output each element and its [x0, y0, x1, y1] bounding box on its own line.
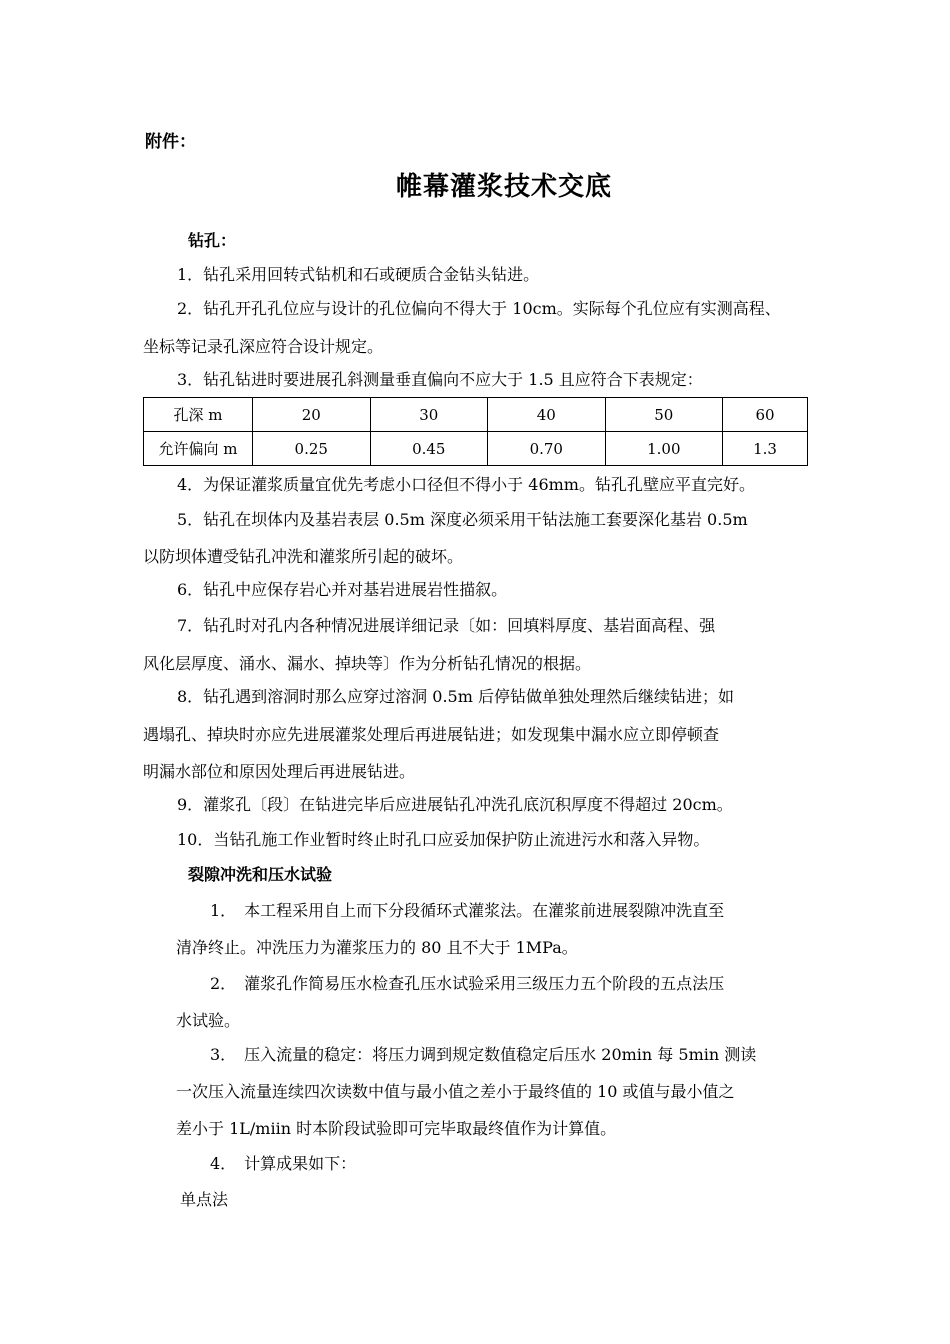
table-row: [144, 432, 808, 466]
paragraph-line: 2． 灌浆孔作简易压水检查孔压水试验采用三级压力五个阶段的五点法压: [210, 974, 725, 993]
section-heading-drilling: 钻孔：: [188, 231, 237, 250]
table-cell: 30: [370, 398, 488, 432]
table-cell: 0.70: [488, 432, 606, 466]
table-cell: 0.45: [370, 432, 488, 466]
attachment-label: 附件：: [145, 132, 196, 152]
table-cell: 0.25: [253, 432, 371, 466]
paragraph-line: 7．钻孔时对孔内各种情况进展详细记录〔如：回填料厚度、基岩面高程、强: [177, 616, 716, 635]
paragraph-line: 水试验。: [176, 1011, 241, 1030]
paragraph-line: 坐标等记录孔深应符合设计规定。: [143, 337, 384, 356]
paragraph-line: 遇塌孔、掉块时亦应先进展灌浆处理后再进展钻进；如发现集中漏水应立即停顿查: [143, 725, 720, 744]
section-heading-flushing-test: 裂隙冲洗和压水试验: [188, 865, 333, 884]
table-cell: 20: [253, 398, 371, 432]
document-title: 帷幕灌浆技术交底: [395, 172, 612, 202]
paragraph-line: 4．为保证灌浆质量宜优先考虑小口径但不得小于 46mm。钻孔孔壁应平直完好。: [177, 475, 755, 494]
deviation-table: [143, 397, 808, 466]
paragraph-line: 风化层厚度、涌水、漏水、掉块等〕作为分析钻孔情况的根据。: [143, 654, 592, 673]
table-cell: 40: [488, 398, 606, 432]
table-cell: 1.00: [605, 432, 723, 466]
paragraph-line: 单点法: [180, 1190, 229, 1209]
table-header-cell: 孔深 m: [144, 398, 253, 432]
paragraph-line: 以防坝体遭受钻孔冲洗和灌浆所引起的破坏。: [143, 547, 464, 566]
paragraph-line: 1． 本工程采用自上而下分段循环式灌浆法。在灌浆前进展裂隙冲洗直至: [210, 901, 725, 920]
paragraph-line: 清净终止。冲洗压力为灌浆压力的 80 且不大于 1MPa。: [176, 938, 578, 957]
table-cell: 60: [723, 398, 808, 432]
paragraph-line: 3． 压入流量的稳定：将压力调到规定数值稳定后压水 20min 每 5min 测读: [210, 1045, 757, 1064]
table-cell: 50: [605, 398, 723, 432]
paragraph-line: 一次压入流量连续四次读数中值与最小值之差小于最终值的 10 或值与最小值之: [176, 1082, 735, 1101]
paragraph-line: 10．当钻孔施工作业暂时终止时孔口应妥加保护防止流进污水和落入异物。: [177, 830, 710, 849]
table-cell: 1.3: [723, 432, 808, 466]
paragraph-line: 1．钻孔采用回转式钻机和石或硬质合金钻头钻进。: [177, 265, 540, 284]
paragraph-line: 9．灌浆孔〔段〕在钻进完毕后应进展钻孔冲洗孔底沉积厚度不得超过 20cm。: [177, 795, 733, 814]
paragraph-line: 6．钻孔中应保存岩心并对基岩进展岩性描叙。: [177, 580, 508, 599]
paragraph-line: 8．钻孔遇到溶洞时那么应穿过溶洞 0.5m 后停钻做单独处理然后继续钻进；如: [177, 687, 734, 706]
paragraph-line: 差小于 1L/miin 时本阶段试验即可完毕取最终值作为计算值。: [176, 1119, 617, 1138]
paragraph-line: 2．钻孔开孔孔位应与设计的孔位偏向不得大于 10cm。实际每个孔位应有实测高程、: [177, 299, 781, 318]
table-row: [144, 398, 808, 432]
paragraph-line: 4． 计算成果如下：: [210, 1154, 357, 1173]
table-header-cell: 允许偏向 m: [144, 432, 253, 466]
paragraph-line: 3．钻孔钻进时要进展孔斜测量垂直偏向不应大于 1.5 且应符合下表规定：: [177, 370, 703, 389]
paragraph-line: 明漏水部位和原因处理后再进展钻进。: [143, 762, 416, 781]
paragraph-line: 5．钻孔在坝体内及基岩表层 0.5m 深度必须采用干钻法施工套要深化基岩 0.5m: [177, 510, 748, 529]
